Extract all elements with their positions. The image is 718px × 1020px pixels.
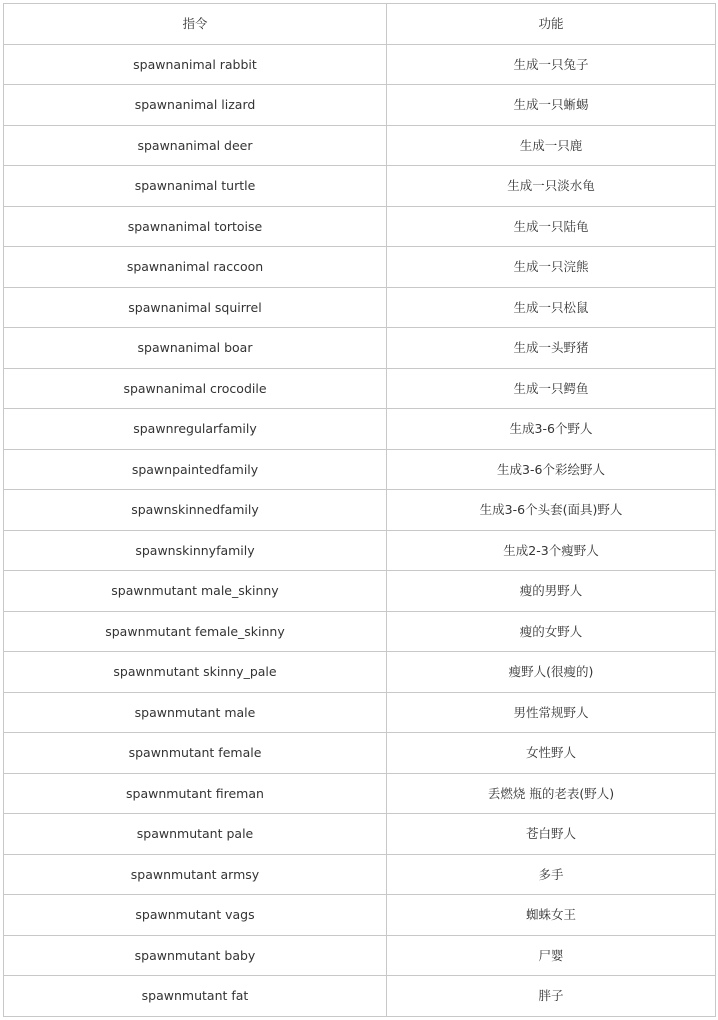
table-row — [4, 733, 716, 774]
command-cell: spawnpaintedfamily — [4, 449, 387, 490]
table-row — [4, 166, 716, 207]
table-row — [4, 125, 716, 166]
command-cell: spawnmutant skinny_pale — [4, 652, 387, 693]
function-cell: 生成一只松鼠 — [387, 287, 716, 328]
function-cell: 尸婴 — [387, 935, 716, 976]
command-cell: spawnanimal crocodile — [4, 368, 387, 409]
command-cell: spawnmutant female_skinny — [4, 611, 387, 652]
command-cell: spawnmutant male_skinny — [4, 571, 387, 612]
function-cell: 生成一只陆龟 — [387, 206, 716, 247]
function-cell: 生成一只鳄鱼 — [387, 368, 716, 409]
function-cell: 生成一只鹿 — [387, 125, 716, 166]
command-cell: spawnmutant pale — [4, 814, 387, 855]
function-cell: 生成3-6个彩绘野人 — [387, 449, 716, 490]
table-row — [4, 935, 716, 976]
table-row — [4, 611, 716, 652]
command-cell: spawnanimal turtle — [4, 166, 387, 207]
function-cell: 生成2-3个瘦野人 — [387, 530, 716, 571]
function-cell: 生成一头野猪 — [387, 328, 716, 369]
command-cell: spawnanimal squirrel — [4, 287, 387, 328]
table-row — [4, 652, 716, 693]
command-cell: spawnanimal tortoise — [4, 206, 387, 247]
function-cell: 多手 — [387, 854, 716, 895]
function-cell: 生成一只兔子 — [387, 44, 716, 85]
function-cell: 丢燃烧 瓶的老表(野人) — [387, 773, 716, 814]
command-cell: spawnskinnedfamily — [4, 490, 387, 531]
header-command: 指令 — [4, 4, 387, 45]
function-cell: 生成3-6个野人 — [387, 409, 716, 450]
table-row — [4, 895, 716, 936]
table-row — [4, 530, 716, 571]
command-cell: spawnmutant fireman — [4, 773, 387, 814]
table-row — [4, 287, 716, 328]
command-cell: spawnmutant baby — [4, 935, 387, 976]
command-cell: spawnmutant male — [4, 692, 387, 733]
function-cell: 瘦的男野人 — [387, 571, 716, 612]
table-row — [4, 692, 716, 733]
function-cell: 生成3-6个头套(面具)野人 — [387, 490, 716, 531]
command-cell: spawnmutant female — [4, 733, 387, 774]
function-cell: 生成一只淡水龟 — [387, 166, 716, 207]
command-cell: spawnmutant fat — [4, 976, 387, 1017]
command-cell: spawnanimal deer — [4, 125, 387, 166]
function-cell: 生成一只浣熊 — [387, 247, 716, 288]
table-row — [4, 44, 716, 85]
table-row — [4, 409, 716, 450]
table-row — [4, 773, 716, 814]
header-function: 功能 — [387, 4, 716, 45]
table-row — [4, 976, 716, 1017]
command-cell: spawnanimal boar — [4, 328, 387, 369]
command-cell: spawnmutant armsy — [4, 854, 387, 895]
table-row — [4, 571, 716, 612]
command-cell: spawnanimal rabbit — [4, 44, 387, 85]
command-cell: spawnskinnyfamily — [4, 530, 387, 571]
table-row — [4, 449, 716, 490]
function-cell: 男性常规野人 — [387, 692, 716, 733]
command-cell: spawnanimal lizard — [4, 85, 387, 126]
table-row — [4, 247, 716, 288]
function-cell: 生成一只蜥蜴 — [387, 85, 716, 126]
function-cell: 苍白野人 — [387, 814, 716, 855]
function-cell: 女性野人 — [387, 733, 716, 774]
table-row — [4, 368, 716, 409]
table-row — [4, 85, 716, 126]
table-row — [4, 328, 716, 369]
table-row — [4, 490, 716, 531]
command-table — [3, 3, 716, 1017]
command-cell: spawnregularfamily — [4, 409, 387, 450]
function-cell: 瘦野人(很瘦的) — [387, 652, 716, 693]
table-row — [4, 814, 716, 855]
table-row — [4, 206, 716, 247]
function-cell: 瘦的女野人 — [387, 611, 716, 652]
function-cell: 蜘蛛女王 — [387, 895, 716, 936]
table-header-row — [4, 4, 716, 45]
command-cell: spawnmutant vags — [4, 895, 387, 936]
function-cell: 胖子 — [387, 976, 716, 1017]
table-row — [4, 854, 716, 895]
command-cell: spawnanimal raccoon — [4, 247, 387, 288]
